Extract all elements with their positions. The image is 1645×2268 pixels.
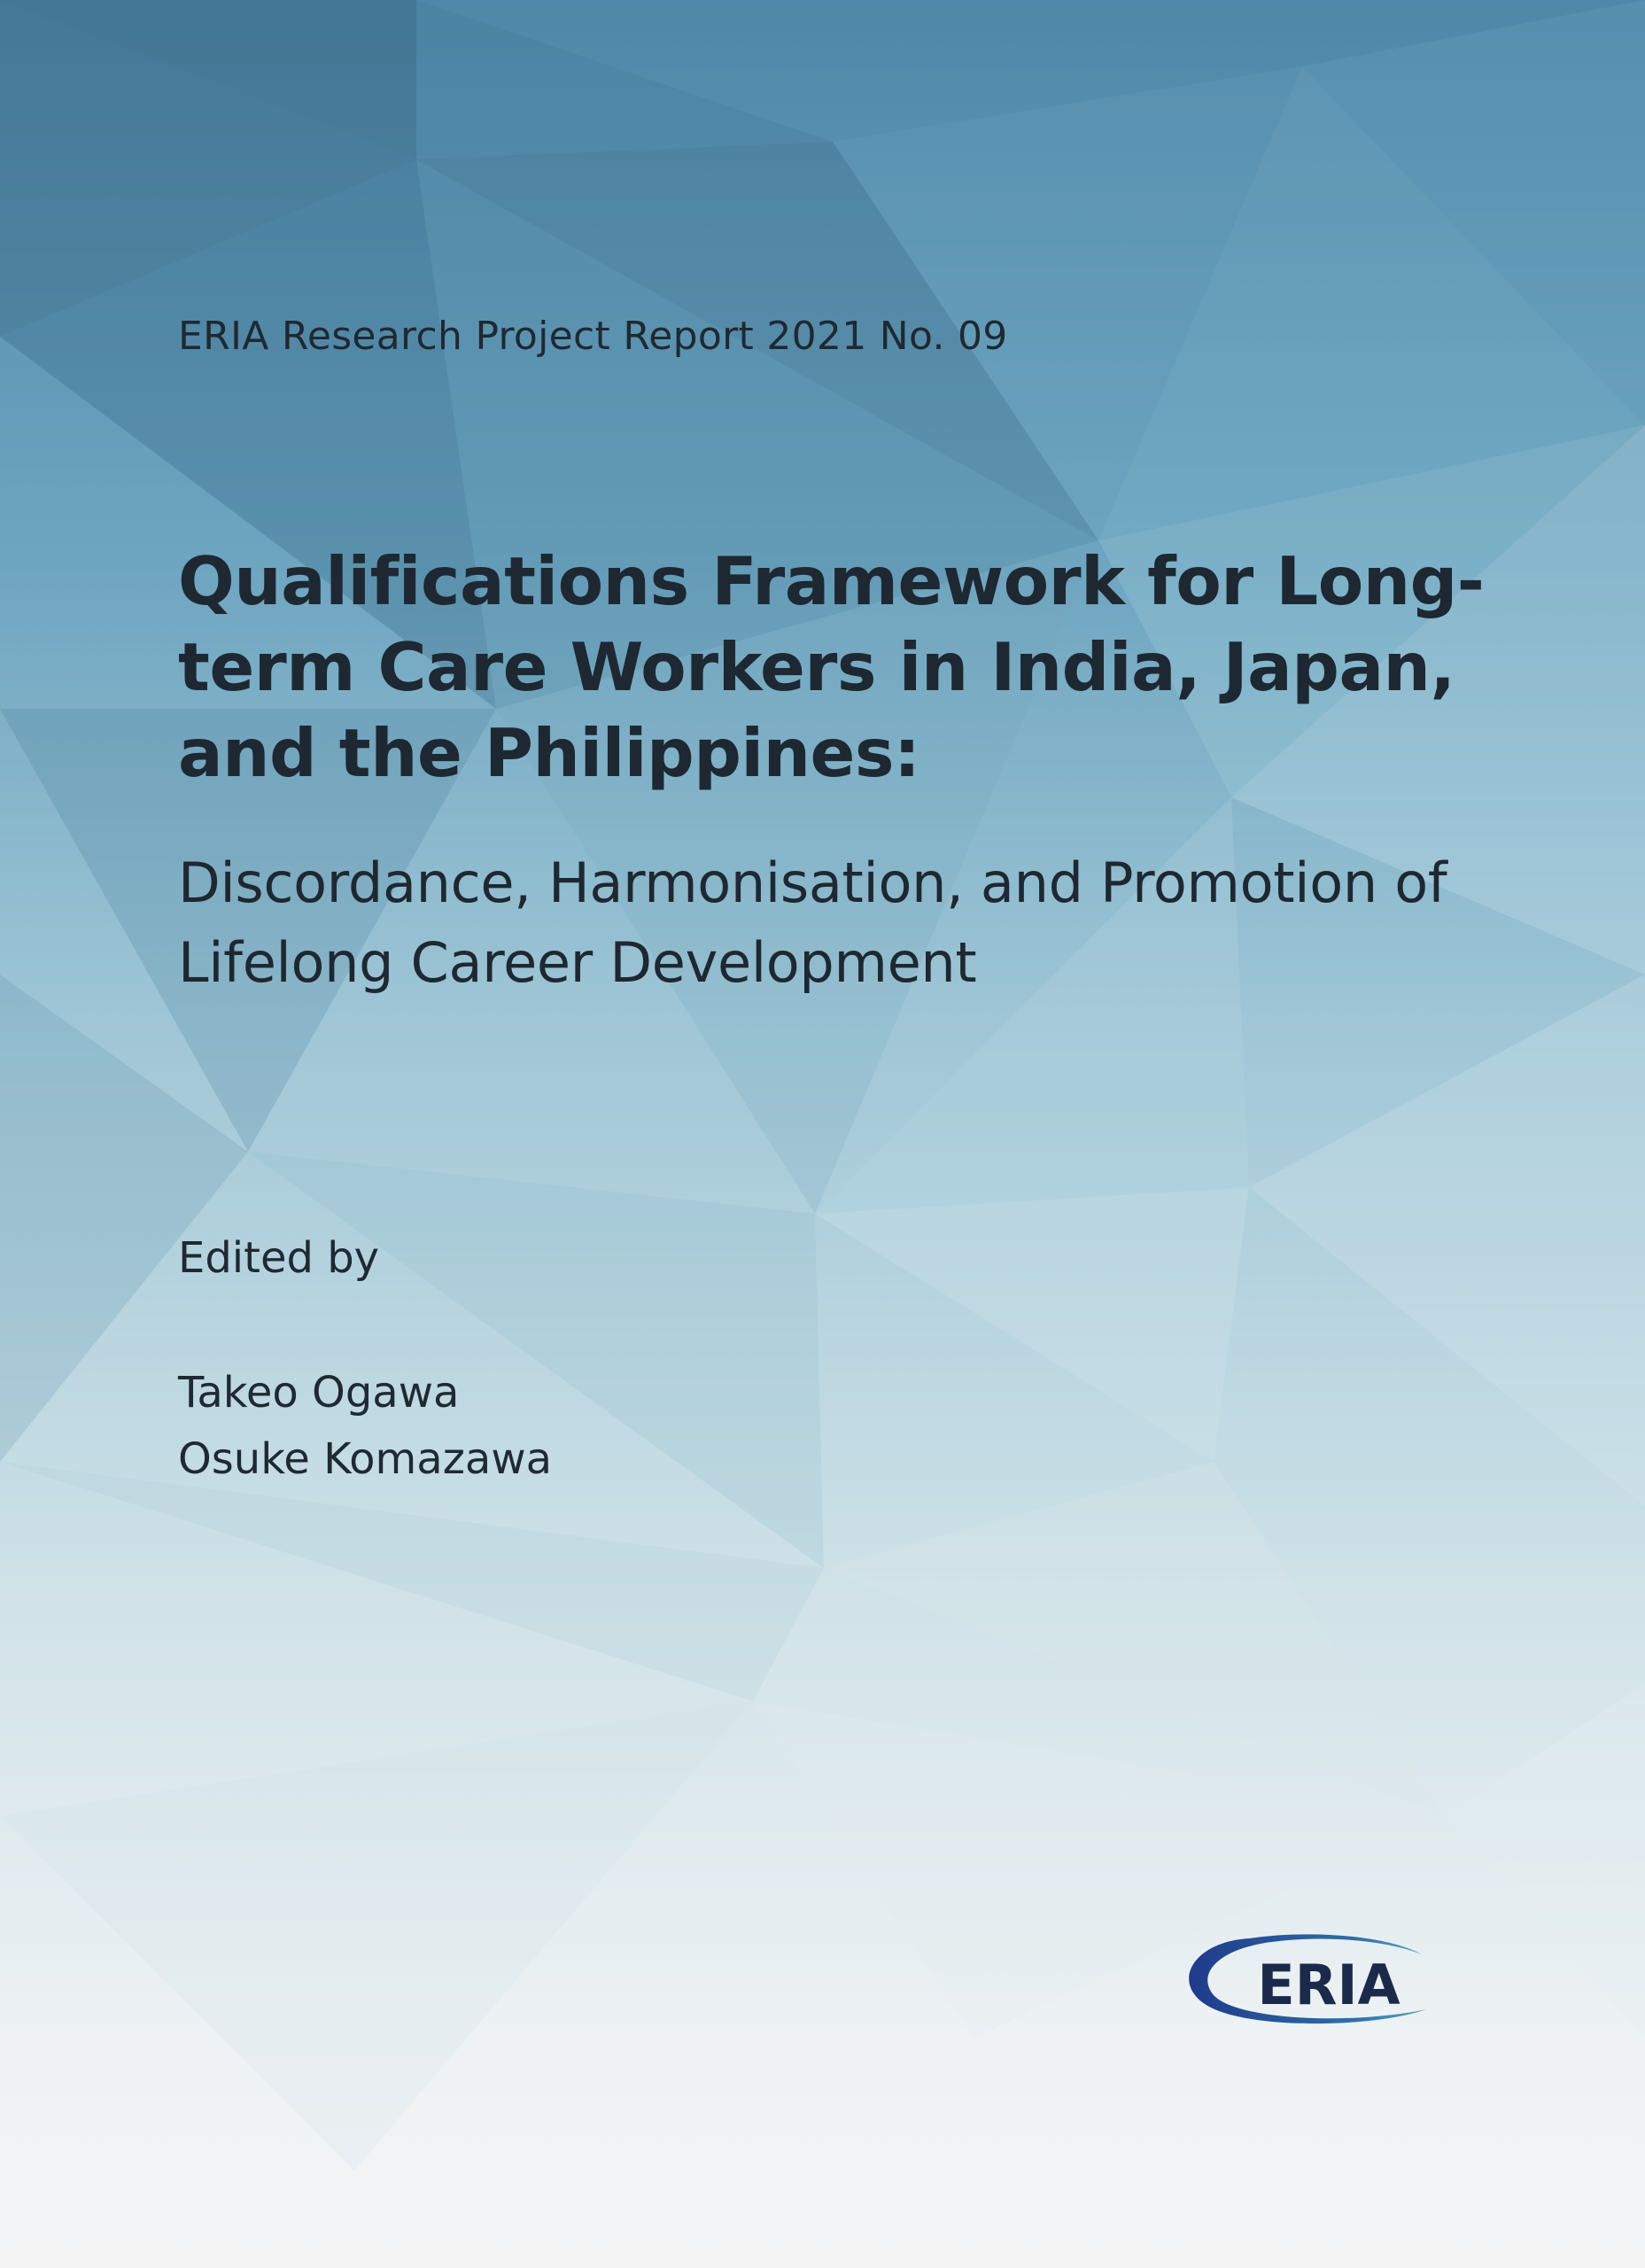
report-title: Qualifications Framework for Long-term Care Workers in India, Japan, and the Philippines: [178, 542, 1485, 792]
editors-list [178, 1360, 552, 1493]
report-series-label: ERIA Research Project Report 2021 No. 09 [178, 314, 1008, 359]
edited-by-label: Edited by [178, 1233, 380, 1283]
editor-name: Osuke Komazawa [178, 1434, 552, 1484]
editor-name: Takeo Ogawa [178, 1368, 460, 1418]
logo-text: ERIA [1257, 1953, 1401, 2017]
eria-logo-icon [1174, 1922, 1484, 2038]
report-subtitle: Discordance, Harmonisation, and Promotion of Lifelong Career Development [178, 850, 1447, 995]
